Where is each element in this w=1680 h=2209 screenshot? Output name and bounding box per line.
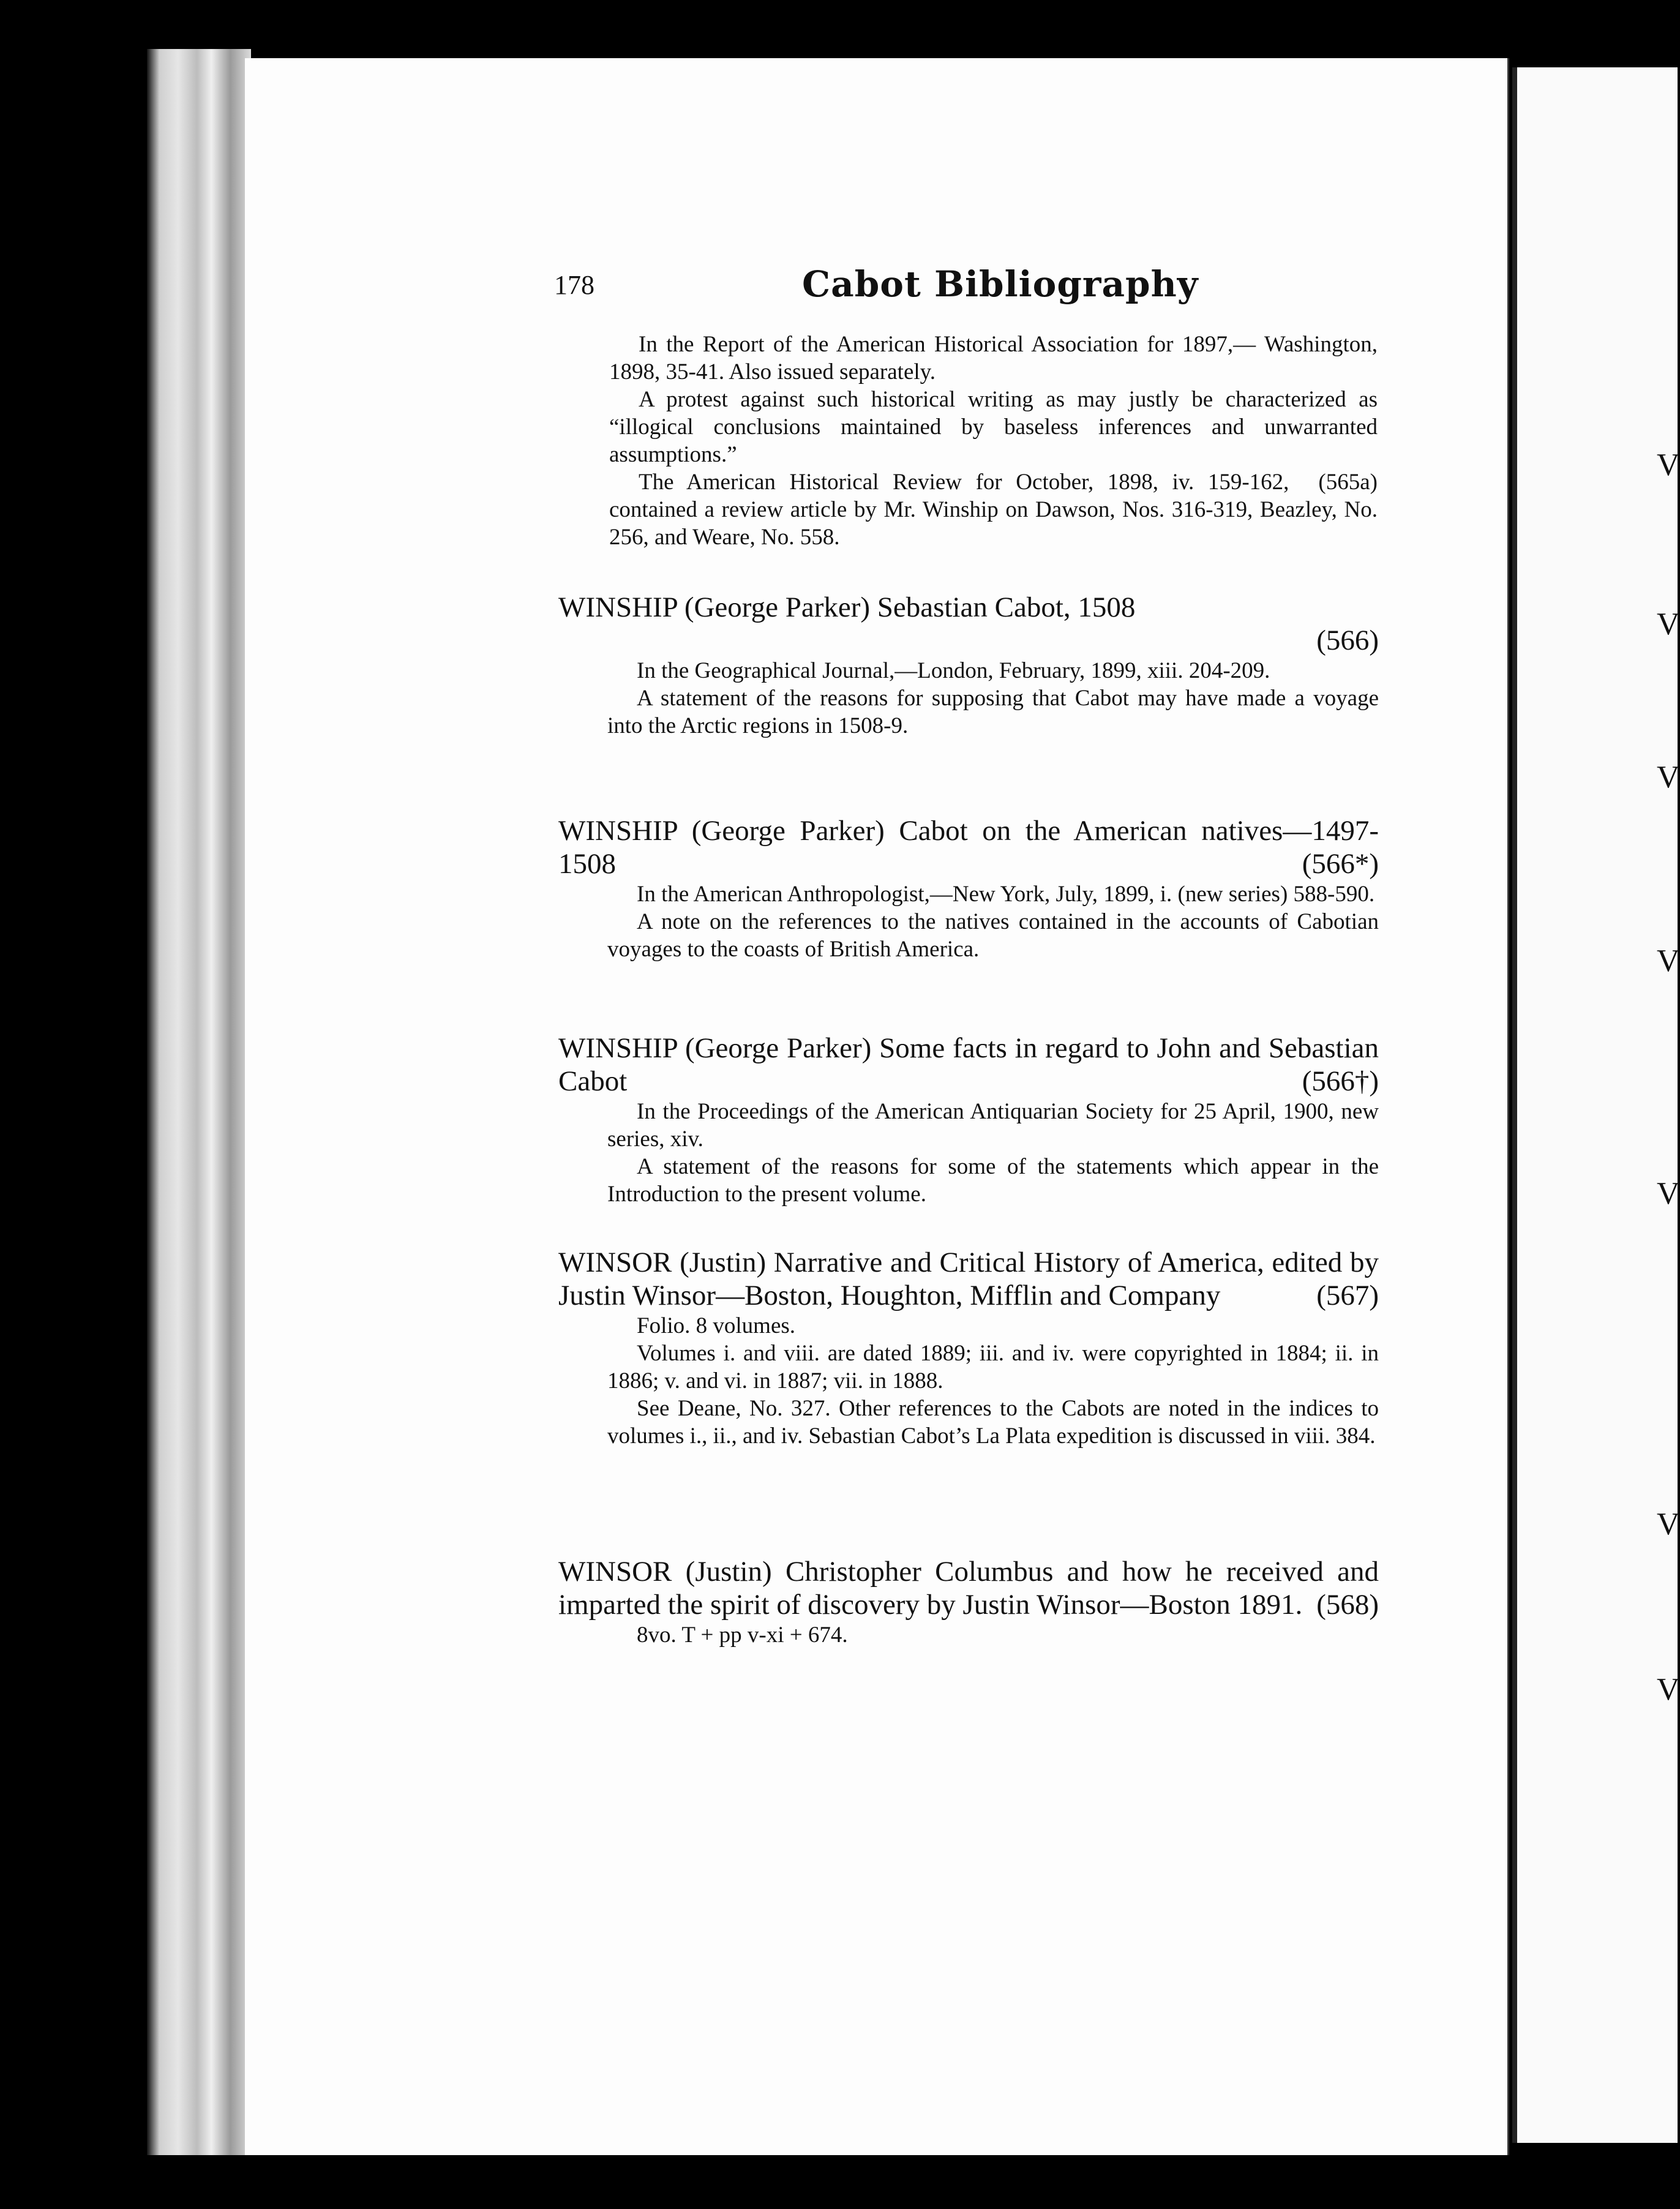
entry: [558, 591, 1379, 740]
facing-page-letter: V: [1657, 760, 1680, 795]
running-title: Cabot Bibliography: [802, 263, 1199, 305]
entry-note: Folio. 8 volumes.: [637, 1313, 796, 1338]
entry-heading: WINSOR (Justin) Christopher Columbus and how he received and imparted the spirit of discovery by Justin Winsor—Boston 1891. (568): [558, 1556, 1379, 1621]
entry-note: 8vo. T + pp v-xi + 674.: [637, 1622, 848, 1648]
entry-note: See Deane, No. 327. Other references to the Cabots are noted in the indices to volumes i., ii., and iv. Sebastian Cabot’s La Plata expedition is discussed in viii. 384.: [607, 1396, 1379, 1449]
page-number: 178: [554, 270, 594, 300]
running-head: [554, 263, 1378, 312]
entry-heading: WINSHIP (George Parker) Some facts in regard to John and Sebastian Cabot (566†): [558, 1032, 1379, 1097]
entry-note: In the American Anthropologist,—New York, July, 1899, i. (new series) 588-590.: [637, 882, 1375, 907]
entry-heading: WINSHIP (George Parker) Cabot on the American natives—1497-1508 (566*): [558, 815, 1379, 880]
entry: [558, 1032, 1379, 1208]
entry-number: (566): [1316, 624, 1379, 656]
entry: [558, 1246, 1379, 1450]
entry: [558, 1555, 1379, 1649]
facing-page-letter: V: [1657, 943, 1680, 978]
entry-number: (566*): [1302, 848, 1379, 880]
intro-paragraph: A protest against such historical writing as may justly be characterized as “illogical conclusions maintained by baseless inferences and unwarranted assumptions.”: [609, 387, 1378, 467]
entry-note: A statement of the reasons for some of the statements which appear in the Introduction to the present volume.: [607, 1154, 1379, 1207]
intro-paragraph: In the Report of the American Historical Association for 1897,— Washington, 1898, 35-41. Also issued separately.: [609, 332, 1378, 384]
entry-note: Volumes i. and viii. are dated 1889; iii. and iv. were copyrighted in 1884; ii. in 1886; v. and vi. in 1887; vii. in 1888.: [607, 1341, 1379, 1393]
entry-number: (565a): [1318, 470, 1378, 495]
entry-number: (566†): [1302, 1065, 1379, 1097]
entry-number: (567): [1316, 1280, 1379, 1311]
entry-note: A note on the references to the natives contained in the accounts of Cabotian voyages to the coasts of British America.: [607, 909, 1379, 962]
entry-note: In the Geographical Journal,—London, February, 1899, xiii. 204-209.: [637, 658, 1270, 683]
entry-note: In the Proceedings of the American Antiquarian Society for 25 April, 1900, new series, xiv.: [607, 1099, 1379, 1152]
facing-page: [1512, 67, 1678, 2143]
book-spine-edge: [147, 49, 251, 2155]
facing-page-letter: V: [1657, 448, 1680, 482]
facing-page-letter: V: [1657, 1507, 1680, 1542]
intro-block: [609, 331, 1378, 551]
facing-page-letter: V: [1657, 1176, 1680, 1211]
entry-note: A statement of the reasons for supposing that Cabot may have made a voyage into the Arctic regions in 1508-9.: [607, 686, 1379, 738]
facing-page-letter: V: [1657, 1672, 1680, 1707]
entry: [558, 814, 1379, 963]
entry-heading: WINSOR (Justin) Narrative and Critical History of America, edited by Justin Winsor—Boston, Houghton, Mifflin and Company (567): [558, 1247, 1379, 1311]
facing-page-letter: V: [1657, 607, 1680, 642]
entry-heading: WINSHIP (George Parker) Sebastian Cabot, 1508: [558, 591, 1136, 623]
entry-number: (568): [1316, 1589, 1379, 1621]
intro-paragraph: (565a) The American Historical Review for October, 1898, iv. 159-162, contained a review article by Mr. Winship on Dawson, Nos. 316-319, Beazley, No. 256, and Weare, No. 558.: [609, 470, 1378, 550]
